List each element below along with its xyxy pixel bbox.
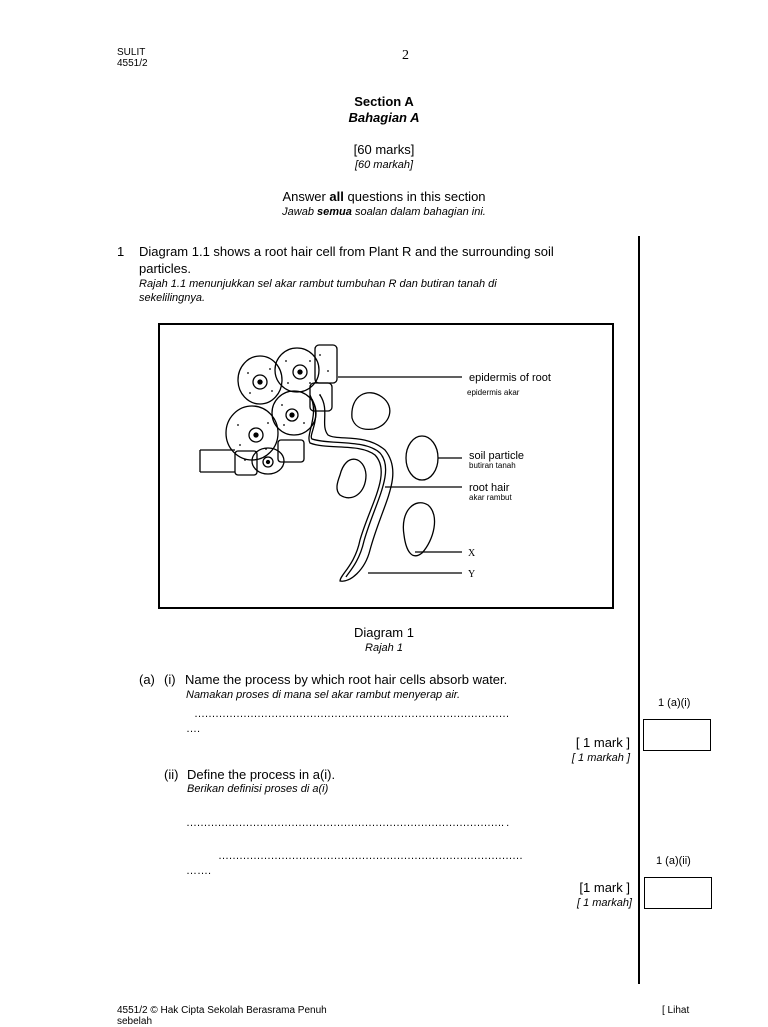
- part-a-ii-text: Define the process in a(i).: [187, 767, 336, 782]
- answer-line-a-i-end: ….: [186, 723, 201, 735]
- part-a-label: (a): [139, 672, 155, 687]
- answer-line-a-ii-1[interactable]: ………………………………………………………………………………. .: [186, 817, 509, 829]
- section-title: Section A: [354, 94, 414, 109]
- margin-line: [638, 236, 640, 984]
- part-a-i-text: Name the process by which root hair cells absorb water.: [185, 672, 508, 687]
- mark-a-i-ms: [ 1 markah ]: [571, 752, 630, 764]
- footer-copyright: 4551/2 © Hak Cipta Sekolah Berasrama Penuh: [117, 1005, 327, 1016]
- label-x: X: [468, 548, 476, 559]
- diagram-caption: Diagram 1: [354, 625, 414, 640]
- mark-a-i: [ 1 mark ]: [575, 735, 630, 750]
- diagram-frame: [158, 323, 614, 609]
- part-a-ii-label: (ii): [164, 767, 179, 782]
- mark-a-ii: [1 mark ]: [579, 880, 630, 895]
- question-text-ms-1: Rajah 1.1 menunjukkan sel akar rambut tumbuhan R dan butiran tanah di: [139, 278, 497, 290]
- label-soil: soil particle: [469, 450, 525, 462]
- label-epidermis-ms: epidermis akar: [467, 388, 520, 397]
- part-a-ii-text-ms: Berikan definisi proses di a(i): [187, 783, 329, 795]
- box-label-a-i: 1 (a)(i): [658, 697, 691, 709]
- question-text-2: particles.: [139, 261, 192, 276]
- label-y: Y: [468, 569, 476, 580]
- page-number: 2: [402, 48, 409, 63]
- paper-code: 4551/2: [117, 58, 148, 69]
- label-root-hair: root hair: [469, 482, 510, 494]
- mark-box-a-i[interactable]: [643, 719, 711, 751]
- part-a-i-label: (i): [164, 672, 176, 687]
- section-marks: [60 marks]: [353, 142, 415, 157]
- section-title-ms: Bahagian A: [348, 110, 420, 125]
- question-text-ms-2: sekelilingnya.: [139, 292, 206, 304]
- answer-line-a-i[interactable]: ………………………………………………………………………………: [194, 708, 509, 720]
- question-number: 1: [117, 244, 125, 259]
- box-label-a-ii: 1 (a)(ii): [656, 855, 691, 867]
- question-text-1: Diagram 1.1 shows a root hair cell from Plant R and the surrounding soil: [139, 244, 554, 259]
- answer-line-a-ii-2[interactable]: ……………………………………………………………………………: [218, 850, 523, 862]
- footer-continued: sebelah: [117, 1016, 153, 1027]
- label-epidermis: epidermis of root: [469, 372, 551, 384]
- label-root-hair-ms: akar rambut: [469, 493, 512, 502]
- mark-a-ii-ms: [ 1 markah]: [576, 897, 632, 909]
- label-soil-ms: butiran tanah: [469, 461, 516, 470]
- footer-next-page: [ Lihat: [662, 1005, 690, 1016]
- section-marks-ms: [60 markah]: [354, 159, 414, 171]
- sulit-label: SULIT: [117, 47, 146, 58]
- part-a-i-text-ms: Namakan proses di mana sel akar rambut menyerap air.: [186, 689, 461, 701]
- section-instruction-ms: Jawab semua soalan dalam bahagian ini.: [282, 206, 486, 218]
- answer-line-a-ii-end: …….: [186, 865, 212, 877]
- mark-box-a-ii[interactable]: [644, 877, 712, 909]
- root-hair-diagram: [160, 325, 612, 607]
- diagram-caption-ms: Rajah 1: [365, 642, 403, 654]
- section-instruction: Answer all questions in this section: [282, 189, 486, 204]
